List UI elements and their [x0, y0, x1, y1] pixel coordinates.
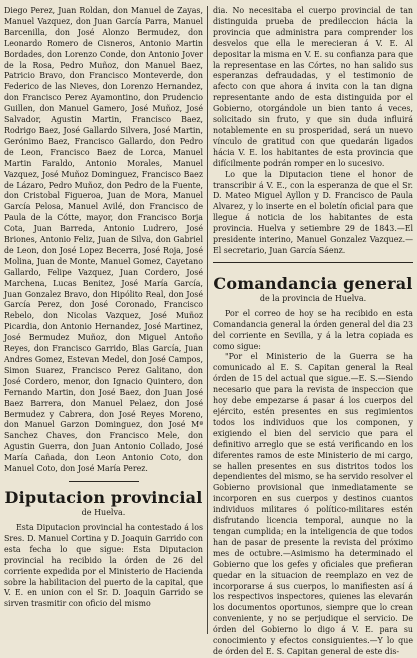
diputacion-heading: Diputacion provincial [4, 487, 203, 507]
right-column [213, 6, 413, 656]
comandancia-intro: Por el correo de hoy se ha recibido en esta Comandancia general la órden general del dia 23 del corriente en Sevilla, y á la letra copiada es como sigue: [213, 308, 413, 351]
closing-paragraph: Lo que la Diputacion tiene el honor de transcribir á V. E., con la esperanza de que el Sr. D. Mateo Miguel Ayllon y D. Francisco de Paula Alvarez, y lo inserte en el boletín oficial para que llegue á noticia de los habitantes de esta provincia. Huelva y setiembre 29 de 1843.—El presidente interino, Manuel Gonzalez Vazquez.—El secretario, Juan García Sáenz. [213, 169, 413, 255]
names-list-paragraph: Diego Perez, Juan Roldan, don Manuel de Zayas, Manuel Vazquez, don Juan García Parra, Manuel Barcenilla, don José Alonzo Bermudez, don Leonardo Romero de Cisneros, Antonio Martin Bordades, don Lorenzo Conde, don Antonio Jover de la Rosa, Pedro Muñoz, don Manuel Baez, Patricio Bravo, don Francisco Monteverde, don Federico de las Nieves, don Lorenzo Hernandez, don Francisco Perez Ayamontino, don Prudencio Guillen, don Manuel Gamero, José Muñoz, José Salvador, Agustin Martin, Francisco Baez, Rodrigo Baez, José Gallardo Silvera, José Martin, Gerónimo Baez, Francisco Gallardo, don Pedro de Leon, Francisco Baez de Lorca, Manuel Martin Faraldo, Antonio Morales, Manuel Vazquez, José Muñoz Dominguez, Francisco Baez de Lázaro, Pedro Muñoz, don Pedro de la Fuente, don Cristobal Figueroa, Juan de Mora, Manuel García Pelosa, Manuel Avilé, don Francisco de Paula de la Cótte, mayor, don Francisco Borja Cota, Juan Barreda, Antonio Ludrero, José Briones, Antonio Feliz, Juan de Silva, don Gabriel de Leon, don José Lopez Becerra, José Roja, José Molina, Juan de Monte, Manuel Gomez, Cayetano Gallardo, Felipe Vazquez, Juan Cordero, José Marchena, Lucas Benitez, José María García, Juan Gonzalez Bravo, don Hipólito Real, don José García Perez, don José Coronado, Francisco Rebelo, don Nicolas Vazquez, José Muñoz Picardia, don Antonio Hernandez, José Martinez, José Bermudez Muñoz, don Miguel Antoño Reyes, don Francisco Garrido, Blas García, Juan Andres Gomez, Estevan Medel, don José Campos, Simon Suarez, Francisco Perez Galitano, don José Cordero, menor, don Ignacio Quintero, don Fernando Martin, don José Baez, don Juan José Baez Barrera, don Manuel Pelaez, don José Bermudez y Cabrera, don José Reyes Moreno, don Manuel Garzon Dominguez, don José Mª Sanchez Chaves, don Francisco Mele, don Agustin Guerra, don Juan Antonio Collado, José María Cañada, don Leon Antonio Coto, don Manuel Coto, don José María Perez. [4, 6, 203, 474]
comandancia-subheading: de la provincia de Huelva. [259, 293, 367, 303]
column-separator [207, 6, 208, 634]
continuation-paragraph: dia. No necesitaba el cuerpo provincial de tan distinguida prueba de predileccion hácia la provincia que administra para comprender los desvelos que ella le merecieran á V. E. Al depositar la misma en V. E. su confianza para que la representase en las Córtes, no han salido sus esperanzas defraudadas, y el testimonio de afecto con que ahora á invita con la tan digna representante ando de esta distinguida por el Gobierno, otorgándole un bien tanto á veces, solicitado sin fruto, y que sin duda influirá notablemente en su prosperidad, será un nuevo vínculo de gratitud con que quedarán ligados hácia V. E. los habitantes de esta provincia que difícilmente podrán romper en lo sucesivo. [213, 6, 413, 168]
section-divider [69, 481, 139, 482]
comandancia-heading: Comandancia general [213, 273, 413, 293]
diputacion-subheading: de Huelva. [81, 507, 126, 517]
left-column [4, 6, 203, 636]
comandancia-order: "Por el Ministerio de la Guerra se ha comunicado al E. S. Capitan general la Real órden de 15 del actual que sigue.—E. S.—Siendo necesario que para la revista de inspeccion que hoy debe empezarse á pasar á los cuerpos del ejército, estén presentes en sus regimientos todos los individuos que los componen, y exigiendo el bien del servicio que para el definitivo arreglo que se está verificando en los diferentes ramos de este Ministerio de mi cargo, se hallen presentes en sus distritos todos los dependientes del mismo, se ha servido resolver el Gobierno provisional que inmediatamente se incorporen en sus cuerpos y destinos cuantos individuos militares ó político-militares estén disfrutando licencia temporal, aunque no la tengan cumplida; en la inteligencia de que todos han de pasar de presente la revista del próximo mes de octubre.—Asimismo ha determinado el Gobierno que los gefes y oficiales que prefieran quedar en la situacion de reemplazo en vez de incorporarse á sus cuerpos, lo manifiesten así á los respectivos inspectores, quienes las elevarán los documentos oportunos, siempre que lo crean conveniente, y no se perjudique el servicio. De órden del Gobierno lo digo á V. E. para su conocimiento y efectos consiguientes.—Y lo que de órden del E. S. Capitan general de este dis- [213, 352, 413, 656]
diputacion-body: Esta Diputacion provincial ha contestado á los Sres. D. Manuel Cortina y D. Joaquin Garrido con esta fecha lo que sigue: Esta Diputacion provincial ha recibido la órden de 26 del corriente expedida por el Ministerio de Hacienda sobre la habilitacion del puerto de la capital, que V. E. en union con el Sr. D. Joaquin Garrido se sirven trasmitir con oficio del mismo [4, 522, 203, 609]
